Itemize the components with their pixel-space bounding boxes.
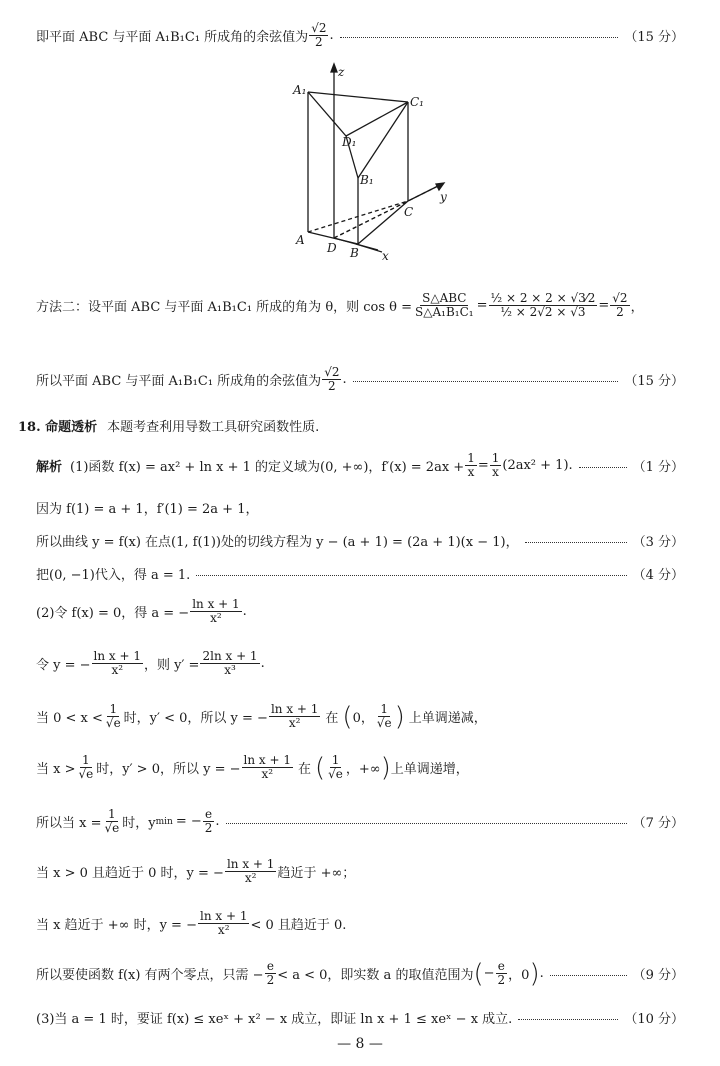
area-ratio-fraction: $\frac{\text{S△ABC}}{\text{S△A₁B₁C₁}}$ <box>415 291 474 320</box>
area-values-fraction: $\frac{\text{½ × 2 × 2 × √3⁄2}}{\text{½ × 2√2 × √3}}$ <box>490 291 596 320</box>
solution-line: 当 x > $\frac{1}{√e}$ 时，y′ > 0，所以 y = − $\frac{\text{ln x + 1}}{\text{x²}}$ 在 ( $\frac{1}{√e}$ ，+∞ ) 上单调递增， <box>36 752 469 783</box>
solution-line: 当 x 趋近于 +∞ 时，y = − $\frac{\text{ln x + 1}}{\text{x²}}$ < 0 且趋近于 0. <box>36 909 347 938</box>
question-18-heading: 18. 命题透析 本题考查利用导数工具研究函数性质. <box>18 416 684 435</box>
solution-line: 令 y = − $\frac{\text{ln x + 1}}{\text{x²}}$ ，则 y′ = $\frac{\text{2ln x + 1}}{\text{x³}}$ . <box>36 649 265 678</box>
label-B1: B₁ <box>360 173 374 187</box>
solution-line: 所以曲线 y = f(x) 在点(1, f(1))处的切线方程为 y − (a + 1) = (2a + 1)(x − 1)， （3 分） <box>36 535 684 550</box>
conclusion-text: 即平面 ABC 与平面 A₁B₁C₁ 所成角的余弦值为 <box>36 30 309 46</box>
label-C1: C₁ <box>410 95 424 109</box>
label-C: C <box>404 205 414 219</box>
label-A1: A₁ <box>293 83 307 97</box>
solution-label: 解析 <box>36 460 63 476</box>
label-z: z <box>338 65 345 79</box>
solution-line: 因为 f(1) = a + 1，f′(1) = 2a + 1， <box>36 502 259 517</box>
score-label: （15 分） <box>624 30 684 46</box>
prism-figure <box>290 62 460 267</box>
question-number: 18. 命题透析 <box>18 420 98 435</box>
y-arrow-icon <box>436 183 444 190</box>
leader-dots <box>340 37 619 38</box>
page-number: — 8 — <box>337 1036 383 1052</box>
solution-line: 所以要使函数 f(x) 有两个零点，只需 − $\frac{e}{2}$ < a < 0，即实数 a 的取值范围为 ( − $\frac{e}{2}$ ，0 ) . （9 分） <box>36 958 684 989</box>
solution-line: 当 x > 0 且趋近于 0 时，y = − $\frac{\text{ln x + 1}}{\text{x²}}$ 趋近于 +∞； <box>36 857 356 886</box>
fraction: $\frac{√2}{2}$ <box>311 21 327 50</box>
label-B: B <box>350 246 359 260</box>
result-fraction: $\frac{√2}{2}$ <box>612 291 628 320</box>
z-arrow-icon <box>331 64 337 72</box>
label-x: x <box>382 249 389 263</box>
solution-line: 当 0 < x < $\frac{1}{√e}$ 时，y′ < 0，所以 y = − $\frac{\text{ln x + 1}}{\text{x²}}$ 在 ( 0， $\frac{1}{√e}$ ) 上单调递减， <box>36 701 487 732</box>
solution-line: 把(0, −1)代入，得 a = 1. （4 分） <box>36 568 684 583</box>
label-D: D <box>327 241 337 255</box>
method-two-line: 方法二：设平面 ABC 与平面 A₁B₁C₁ 所成的角为 θ，则 cos θ = $\frac{\text{S△ABC}}{\text{S△A₁B₁C₁}}$ = $\frac{\text{½ × 2 × 2 × √3⁄2}}{\text{½ × 2√2 × √3}}$ = $\frac{√2}{2}$ ， <box>36 291 644 320</box>
conclusion-line-1: 即平面 ABC 与平面 A₁B₁C₁ 所成角的余弦值为 $\frac{√2}{2}$ . （15 分） <box>36 21 684 50</box>
conclusion-line-2: 所以平面 ABC 与平面 A₁B₁C₁ 所成角的余弦值为 $\frac{√2}{2}$ . （15 分） <box>36 365 684 394</box>
solution-part-3: (3)当 a = 1 时，要证 f(x) ≤ xeˣ + x² − x 成立，即证 ln x + 1 ≤ xeˣ − x 成立. （10 分） <box>36 1012 684 1027</box>
solution-line: 所以当 x = $\frac{1}{√e}$ 时，y min = − $\frac{e}{2}$ . （7 分） <box>36 807 684 836</box>
label-D1: D₁ <box>342 135 357 149</box>
label-y: y <box>440 190 447 204</box>
solution-part-2: (2)令 f(x) = 0，得 a = − $\frac{\text{ln x + 1}}{\text{x²}}$ . <box>36 597 247 626</box>
solution-part-1: 解析 (1)函数 f(x) = ax² + ln x + 1 的定义域为(0, +∞)，f′(x) = 2ax + $\frac{1}{x}$ = $\frac{1}{x}$ (2ax² + 1). （1 分） <box>36 451 684 480</box>
label-A: A <box>296 233 305 247</box>
